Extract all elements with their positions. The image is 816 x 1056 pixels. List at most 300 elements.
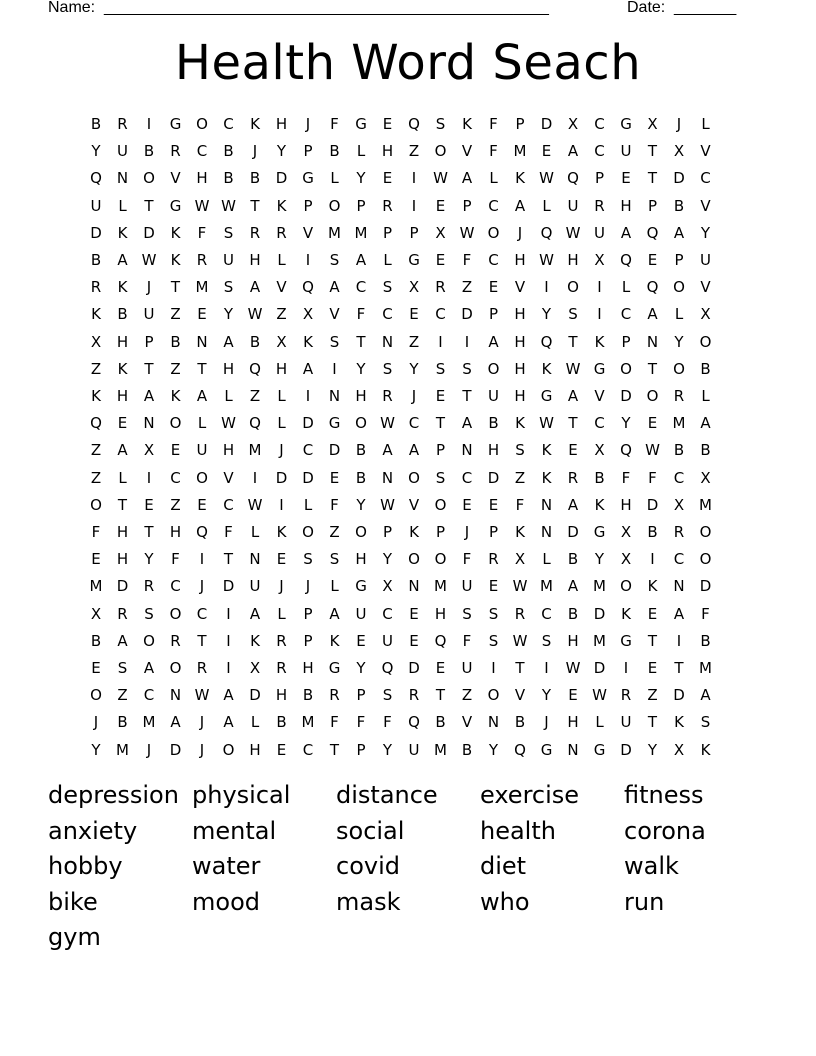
- grid-letter[interactable]: A: [196, 387, 208, 405]
- grid-letter[interactable]: E: [170, 441, 181, 460]
- grid-letter[interactable]: Q: [434, 631, 447, 650]
- grid-letter[interactable]: A: [249, 604, 261, 623]
- grid-letter[interactable]: E: [488, 495, 499, 514]
- grid-letter[interactable]: L: [330, 577, 339, 596]
- grid-letter[interactable]: O: [355, 523, 367, 541]
- grid-letter[interactable]: C: [170, 577, 181, 596]
- grid-letter[interactable]: R: [249, 223, 261, 242]
- grid-letter[interactable]: E: [435, 196, 446, 215]
- grid-letter[interactable]: A: [567, 577, 579, 596]
- grid-letter[interactable]: F: [330, 713, 339, 732]
- grid-letter[interactable]: I: [305, 387, 311, 405]
- grid-letter[interactable]: E: [117, 414, 128, 433]
- grid-letter[interactable]: Y: [356, 495, 366, 514]
- grid-letter[interactable]: N: [567, 740, 579, 759]
- grid-letter[interactable]: G: [408, 251, 420, 269]
- grid-letter[interactable]: M: [593, 631, 606, 650]
- grid-letter[interactable]: B: [700, 441, 711, 460]
- grid-letter[interactable]: A: [514, 196, 526, 215]
- grid-letter[interactable]: X: [90, 332, 102, 351]
- grid-letter[interactable]: Q: [646, 278, 659, 297]
- grid-letter[interactable]: U: [143, 305, 155, 324]
- grid-letter[interactable]: F: [489, 142, 498, 161]
- grid-letter[interactable]: K: [276, 523, 287, 541]
- grid-letter[interactable]: H: [275, 359, 288, 378]
- grid-letter[interactable]: R: [435, 278, 446, 297]
- grid-letter[interactable]: R: [170, 631, 181, 650]
- grid-letter[interactable]: D: [673, 169, 685, 188]
- grid-letter[interactable]: B: [700, 359, 711, 378]
- grid-letter[interactable]: H: [355, 387, 367, 405]
- grid-letter[interactable]: B: [647, 523, 658, 541]
- grid-letter[interactable]: O: [143, 631, 155, 650]
- grid-letter[interactable]: G: [328, 414, 341, 433]
- grid-letter[interactable]: T: [462, 387, 472, 405]
- grid-letter[interactable]: D: [461, 305, 473, 324]
- grid-letter[interactable]: O: [90, 686, 102, 705]
- grid-letter[interactable]: B: [329, 142, 340, 161]
- grid-letter[interactable]: I: [438, 332, 443, 351]
- grid-letter[interactable]: C: [541, 604, 552, 623]
- grid-letter[interactable]: Z: [329, 523, 340, 541]
- grid-letter[interactable]: X: [302, 305, 314, 324]
- grid-letter[interactable]: N: [143, 414, 155, 433]
- grid-letter[interactable]: Q: [408, 713, 420, 732]
- grid-letter[interactable]: K: [674, 713, 684, 732]
- grid-letter[interactable]: O: [408, 550, 420, 569]
- grid-letter[interactable]: C: [594, 142, 605, 161]
- grid-letter[interactable]: K: [170, 223, 181, 242]
- grid-letter[interactable]: U: [249, 577, 261, 596]
- grid-letter[interactable]: V: [329, 305, 340, 324]
- grid-letter[interactable]: V: [276, 278, 287, 297]
- grid-letter[interactable]: P: [515, 115, 525, 133]
- grid-letter[interactable]: I: [279, 495, 284, 514]
- grid-letter[interactable]: C: [435, 305, 446, 324]
- grid-letter[interactable]: I: [491, 659, 496, 677]
- grid-letter[interactable]: F: [171, 550, 180, 569]
- grid-letter[interactable]: S: [303, 550, 313, 569]
- grid-letter[interactable]: V: [170, 169, 181, 188]
- grid-letter[interactable]: H: [302, 659, 314, 677]
- grid-letter[interactable]: L: [250, 523, 260, 541]
- grid-letter[interactable]: W: [539, 169, 554, 188]
- grid-letter[interactable]: M: [434, 740, 447, 759]
- grid-letter[interactable]: Z: [461, 686, 473, 705]
- grid-letter[interactable]: U: [196, 441, 208, 460]
- grid-letter[interactable]: W: [221, 414, 236, 433]
- grid-letter[interactable]: I: [464, 332, 470, 351]
- grid-letter[interactable]: K: [594, 495, 605, 514]
- grid-letter[interactable]: W: [539, 414, 554, 433]
- grid-letter[interactable]: B: [90, 631, 102, 650]
- grid-letter[interactable]: D: [275, 169, 288, 188]
- grid-letter[interactable]: B: [117, 713, 128, 732]
- grid-letter[interactable]: G: [620, 631, 632, 650]
- grid-letter[interactable]: I: [146, 468, 152, 487]
- grid-letter[interactable]: F: [356, 305, 366, 324]
- grid-letter[interactable]: P: [488, 523, 499, 541]
- grid-letter[interactable]: K: [117, 359, 128, 378]
- grid-letter[interactable]: P: [674, 251, 684, 269]
- grid-letter[interactable]: G: [620, 115, 632, 133]
- grid-letter[interactable]: Y: [356, 659, 366, 677]
- grid-letter[interactable]: B: [567, 550, 579, 569]
- grid-letter[interactable]: S: [462, 359, 472, 378]
- grid-letter[interactable]: T: [647, 142, 658, 161]
- grid-letter[interactable]: O: [222, 740, 235, 759]
- grid-letter[interactable]: T: [170, 278, 181, 297]
- grid-letter[interactable]: Y: [382, 550, 393, 569]
- grid-letter[interactable]: D: [620, 740, 632, 759]
- grid-letter[interactable]: L: [118, 468, 127, 487]
- grid-letter[interactable]: D: [222, 577, 235, 596]
- grid-letter[interactable]: O: [169, 604, 182, 623]
- grid-letter[interactable]: B: [700, 631, 711, 650]
- grid-letter[interactable]: O: [434, 550, 447, 569]
- grid-letter[interactable]: A: [117, 631, 128, 650]
- grid-letter[interactable]: B: [514, 713, 526, 732]
- grid-letter[interactable]: N: [381, 468, 394, 487]
- grid-letter[interactable]: K: [647, 577, 658, 596]
- grid-letter[interactable]: A: [700, 686, 711, 705]
- grid-letter[interactable]: V: [700, 196, 711, 215]
- grid-letter[interactable]: A: [647, 305, 658, 324]
- grid-letter[interactable]: H: [275, 115, 288, 133]
- grid-letter[interactable]: Y: [356, 359, 366, 378]
- grid-letter[interactable]: I: [544, 278, 549, 297]
- grid-letter[interactable]: L: [250, 713, 260, 732]
- grid-letter[interactable]: S: [462, 604, 472, 623]
- grid-letter[interactable]: F: [462, 550, 472, 569]
- grid-letter[interactable]: C: [408, 414, 420, 433]
- grid-letter[interactable]: P: [435, 523, 446, 541]
- grid-letter[interactable]: G: [593, 359, 606, 378]
- grid-letter[interactable]: G: [593, 523, 606, 541]
- grid-letter[interactable]: A: [673, 604, 685, 623]
- grid-letter[interactable]: X: [673, 142, 685, 161]
- grid-letter[interactable]: A: [329, 278, 340, 297]
- grid-letter[interactable]: I: [623, 659, 629, 677]
- grid-letter[interactable]: J: [199, 577, 205, 596]
- grid-letter[interactable]: T: [197, 359, 207, 378]
- grid-letter[interactable]: R: [408, 686, 420, 705]
- grid-letter[interactable]: R: [567, 468, 579, 487]
- grid-letter[interactable]: P: [303, 142, 313, 161]
- grid-letter[interactable]: E: [647, 251, 658, 269]
- grid-letter[interactable]: F: [197, 223, 207, 242]
- grid-letter[interactable]: J: [279, 577, 284, 596]
- grid-letter[interactable]: X: [620, 523, 632, 541]
- grid-letter[interactable]: Y: [594, 550, 605, 569]
- grid-letter[interactable]: B: [249, 169, 261, 188]
- grid-letter[interactable]: K: [700, 740, 711, 759]
- grid-letter[interactable]: Z: [170, 305, 181, 324]
- grid-letter[interactable]: C: [594, 115, 605, 133]
- grid-letter[interactable]: M: [513, 142, 527, 161]
- grid-letter[interactable]: R: [673, 523, 685, 541]
- grid-letter[interactable]: O: [434, 142, 447, 161]
- grid-letter[interactable]: U: [488, 387, 499, 405]
- grid-letter[interactable]: J: [676, 115, 682, 133]
- grid-letter[interactable]: U: [355, 604, 367, 623]
- grid-letter[interactable]: J: [252, 142, 258, 161]
- grid-letter[interactable]: O: [90, 495, 102, 514]
- grid-letter[interactable]: B: [249, 332, 261, 351]
- grid-letter[interactable]: E: [197, 495, 207, 514]
- grid-letter[interactable]: M: [248, 441, 262, 460]
- grid-letter[interactable]: X: [647, 115, 658, 133]
- grid-letter[interactable]: O: [620, 577, 632, 596]
- grid-letter[interactable]: Q: [381, 659, 394, 677]
- grid-letter[interactable]: K: [170, 251, 181, 269]
- grid-letter[interactable]: F: [621, 468, 631, 487]
- grid-letter[interactable]: O: [699, 550, 712, 569]
- grid-letter[interactable]: R: [673, 387, 685, 405]
- grid-letter[interactable]: K: [541, 468, 552, 487]
- grid-letter[interactable]: R: [143, 577, 155, 596]
- grid-letter[interactable]: A: [567, 142, 579, 161]
- grid-letter[interactable]: G: [355, 577, 367, 596]
- grid-letter[interactable]: T: [144, 523, 154, 541]
- grid-letter[interactable]: E: [568, 441, 578, 460]
- grid-letter[interactable]: Q: [249, 359, 261, 378]
- grid-letter[interactable]: F: [648, 468, 657, 487]
- grid-letter[interactable]: L: [595, 713, 604, 732]
- grid-letter[interactable]: M: [142, 713, 156, 732]
- grid-letter[interactable]: C: [143, 686, 155, 705]
- grid-letter[interactable]: J: [517, 223, 523, 242]
- grid-letter[interactable]: R: [196, 251, 208, 269]
- grid-letter[interactable]: Q: [514, 740, 526, 759]
- grid-letter[interactable]: P: [303, 604, 313, 623]
- grid-letter[interactable]: Q: [540, 223, 553, 242]
- grid-letter[interactable]: U: [223, 251, 234, 269]
- grid-letter[interactable]: H: [514, 332, 526, 351]
- grid-letter[interactable]: B: [435, 713, 446, 732]
- grid-letter[interactable]: P: [647, 196, 658, 215]
- grid-letter[interactable]: C: [488, 251, 499, 269]
- grid-letter[interactable]: O: [408, 468, 420, 487]
- grid-letter[interactable]: B: [223, 169, 234, 188]
- grid-letter[interactable]: T: [647, 713, 658, 732]
- grid-letter[interactable]: E: [91, 550, 101, 569]
- grid-letter[interactable]: D: [567, 523, 579, 541]
- grid-letter[interactable]: N: [646, 332, 659, 351]
- grid-letter[interactable]: K: [541, 359, 552, 378]
- grid-letter[interactable]: O: [143, 169, 155, 188]
- grid-letter[interactable]: W: [512, 631, 528, 650]
- grid-letter[interactable]: T: [568, 414, 578, 433]
- grid-letter[interactable]: C: [355, 278, 367, 297]
- grid-letter[interactable]: L: [542, 196, 551, 215]
- grid-letter[interactable]: K: [541, 441, 552, 460]
- grid-letter[interactable]: S: [117, 659, 128, 677]
- grid-letter[interactable]: N: [116, 169, 129, 188]
- grid-letter[interactable]: P: [621, 332, 631, 351]
- grid-letter[interactable]: E: [541, 142, 552, 161]
- grid-letter[interactable]: E: [382, 115, 393, 133]
- grid-letter[interactable]: W: [380, 495, 395, 514]
- grid-letter[interactable]: A: [223, 713, 234, 732]
- grid-letter[interactable]: T: [117, 495, 128, 514]
- grid-letter[interactable]: X: [594, 441, 605, 460]
- grid-letter[interactable]: H: [381, 142, 394, 161]
- grid-letter[interactable]: D: [593, 604, 606, 623]
- grid-letter[interactable]: Q: [567, 169, 579, 188]
- grid-letter[interactable]: S: [382, 359, 393, 378]
- grid-letter[interactable]: L: [118, 196, 127, 215]
- grid-letter[interactable]: Q: [408, 115, 420, 133]
- grid-letter[interactable]: K: [117, 223, 128, 242]
- grid-letter[interactable]: D: [302, 468, 314, 487]
- grid-letter[interactable]: O: [487, 223, 500, 242]
- grid-letter[interactable]: P: [488, 305, 499, 324]
- grid-letter[interactable]: N: [328, 387, 341, 405]
- grid-letter[interactable]: I: [146, 115, 152, 133]
- grid-letter[interactable]: N: [408, 577, 420, 596]
- grid-letter[interactable]: H: [275, 686, 288, 705]
- grid-letter[interactable]: Y: [409, 359, 419, 378]
- grid-letter[interactable]: D: [699, 577, 712, 596]
- grid-letter[interactable]: Q: [646, 223, 659, 242]
- grid-letter[interactable]: Z: [90, 359, 102, 378]
- grid-letter[interactable]: U: [90, 196, 102, 215]
- grid-letter[interactable]: L: [621, 278, 631, 297]
- grid-letter[interactable]: I: [650, 550, 655, 569]
- grid-letter[interactable]: H: [567, 251, 579, 269]
- grid-letter[interactable]: A: [249, 278, 261, 297]
- grid-letter[interactable]: K: [91, 305, 101, 324]
- grid-letter[interactable]: I: [226, 631, 231, 650]
- grid-letter[interactable]: G: [540, 740, 553, 759]
- grid-letter[interactable]: X: [514, 550, 526, 569]
- grid-letter[interactable]: V: [514, 686, 526, 705]
- grid-letter[interactable]: O: [196, 468, 208, 487]
- grid-letter[interactable]: G: [169, 196, 182, 215]
- grid-letter[interactable]: Q: [540, 332, 553, 351]
- grid-letter[interactable]: X: [700, 468, 711, 487]
- grid-letter[interactable]: N: [381, 332, 394, 351]
- grid-letter[interactable]: L: [277, 251, 286, 269]
- grid-letter[interactable]: U: [700, 251, 711, 269]
- grid-letter[interactable]: E: [382, 169, 393, 188]
- grid-letter[interactable]: I: [252, 468, 258, 487]
- grid-letter[interactable]: I: [226, 659, 231, 677]
- grid-letter[interactable]: E: [488, 577, 499, 596]
- grid-letter[interactable]: I: [676, 631, 682, 650]
- grid-letter[interactable]: C: [196, 142, 208, 161]
- grid-letter[interactable]: O: [699, 332, 712, 351]
- grid-letter[interactable]: W: [247, 495, 263, 514]
- grid-letter[interactable]: W: [512, 577, 528, 596]
- grid-letter[interactable]: A: [567, 495, 579, 514]
- grid-letter[interactable]: E: [462, 495, 472, 514]
- grid-letter[interactable]: L: [701, 115, 710, 133]
- grid-letter[interactable]: B: [673, 441, 685, 460]
- grid-letter[interactable]: U: [461, 577, 473, 596]
- grid-letter[interactable]: P: [382, 523, 393, 541]
- grid-letter[interactable]: H: [196, 169, 208, 188]
- grid-letter[interactable]: Q: [249, 414, 261, 433]
- grid-letter[interactable]: J: [464, 523, 470, 541]
- grid-letter[interactable]: T: [223, 550, 234, 569]
- grid-letter[interactable]: G: [355, 115, 367, 133]
- grid-letter[interactable]: O: [328, 196, 341, 215]
- grid-letter[interactable]: C: [170, 468, 181, 487]
- grid-letter[interactable]: A: [223, 332, 234, 351]
- grid-letter[interactable]: J: [411, 387, 417, 405]
- grid-letter[interactable]: M: [434, 577, 447, 596]
- grid-letter[interactable]: A: [170, 713, 181, 732]
- grid-letter[interactable]: V: [700, 142, 711, 161]
- grid-letter[interactable]: O: [196, 115, 208, 133]
- grid-letter[interactable]: Z: [276, 305, 287, 324]
- grid-letter[interactable]: E: [276, 740, 287, 759]
- grid-letter[interactable]: A: [302, 359, 314, 378]
- grid-letter[interactable]: M: [195, 278, 209, 297]
- grid-letter[interactable]: J: [279, 441, 284, 460]
- grid-letter[interactable]: B: [90, 115, 102, 133]
- grid-letter[interactable]: R: [117, 115, 128, 133]
- grid-letter[interactable]: V: [461, 713, 473, 732]
- grid-letter[interactable]: V: [594, 387, 605, 405]
- grid-letter[interactable]: Q: [620, 251, 632, 269]
- grid-letter[interactable]: R: [276, 659, 287, 677]
- grid-letter[interactable]: M: [699, 659, 712, 677]
- grid-letter[interactable]: E: [409, 305, 419, 324]
- grid-letter[interactable]: K: [117, 278, 128, 297]
- grid-letter[interactable]: K: [515, 523, 525, 541]
- grid-letter[interactable]: M: [354, 223, 368, 242]
- grid-letter[interactable]: J: [146, 278, 152, 297]
- grid-letter[interactable]: D: [487, 468, 500, 487]
- grid-letter[interactable]: S: [144, 604, 154, 623]
- grid-letter[interactable]: B: [355, 468, 367, 487]
- grid-letter[interactable]: E: [621, 169, 631, 188]
- grid-letter[interactable]: L: [277, 387, 286, 405]
- grid-letter[interactable]: W: [433, 169, 448, 188]
- grid-letter[interactable]: W: [459, 223, 475, 242]
- grid-letter[interactable]: Q: [90, 169, 102, 188]
- grid-letter[interactable]: B: [594, 468, 605, 487]
- grid-letter[interactable]: X: [620, 550, 632, 569]
- grid-letter[interactable]: A: [143, 387, 155, 405]
- grid-letter[interactable]: C: [196, 604, 208, 623]
- grid-letter[interactable]: P: [409, 223, 419, 242]
- grid-letter[interactable]: L: [674, 305, 684, 324]
- grid-letter[interactable]: P: [594, 169, 605, 188]
- grid-letter[interactable]: D: [116, 577, 129, 596]
- grid-letter[interactable]: Z: [647, 686, 658, 705]
- grid-letter[interactable]: E: [276, 550, 287, 569]
- grid-letter[interactable]: A: [567, 387, 579, 405]
- grid-letter[interactable]: X: [382, 577, 393, 596]
- grid-letter[interactable]: P: [356, 686, 366, 705]
- grid-letter[interactable]: B: [355, 441, 367, 460]
- grid-letter[interactable]: C: [382, 305, 393, 324]
- grid-letter[interactable]: J: [305, 577, 311, 596]
- grid-letter[interactable]: Y: [223, 305, 234, 324]
- grid-letter[interactable]: R: [117, 604, 128, 623]
- grid-letter[interactable]: O: [646, 387, 659, 405]
- grid-letter[interactable]: F: [462, 631, 472, 650]
- grid-letter[interactable]: K: [515, 414, 525, 433]
- grid-letter[interactable]: V: [461, 142, 473, 161]
- grid-letter[interactable]: Y: [488, 740, 499, 759]
- grid-letter[interactable]: Y: [91, 142, 101, 161]
- grid-letter[interactable]: H: [116, 332, 129, 351]
